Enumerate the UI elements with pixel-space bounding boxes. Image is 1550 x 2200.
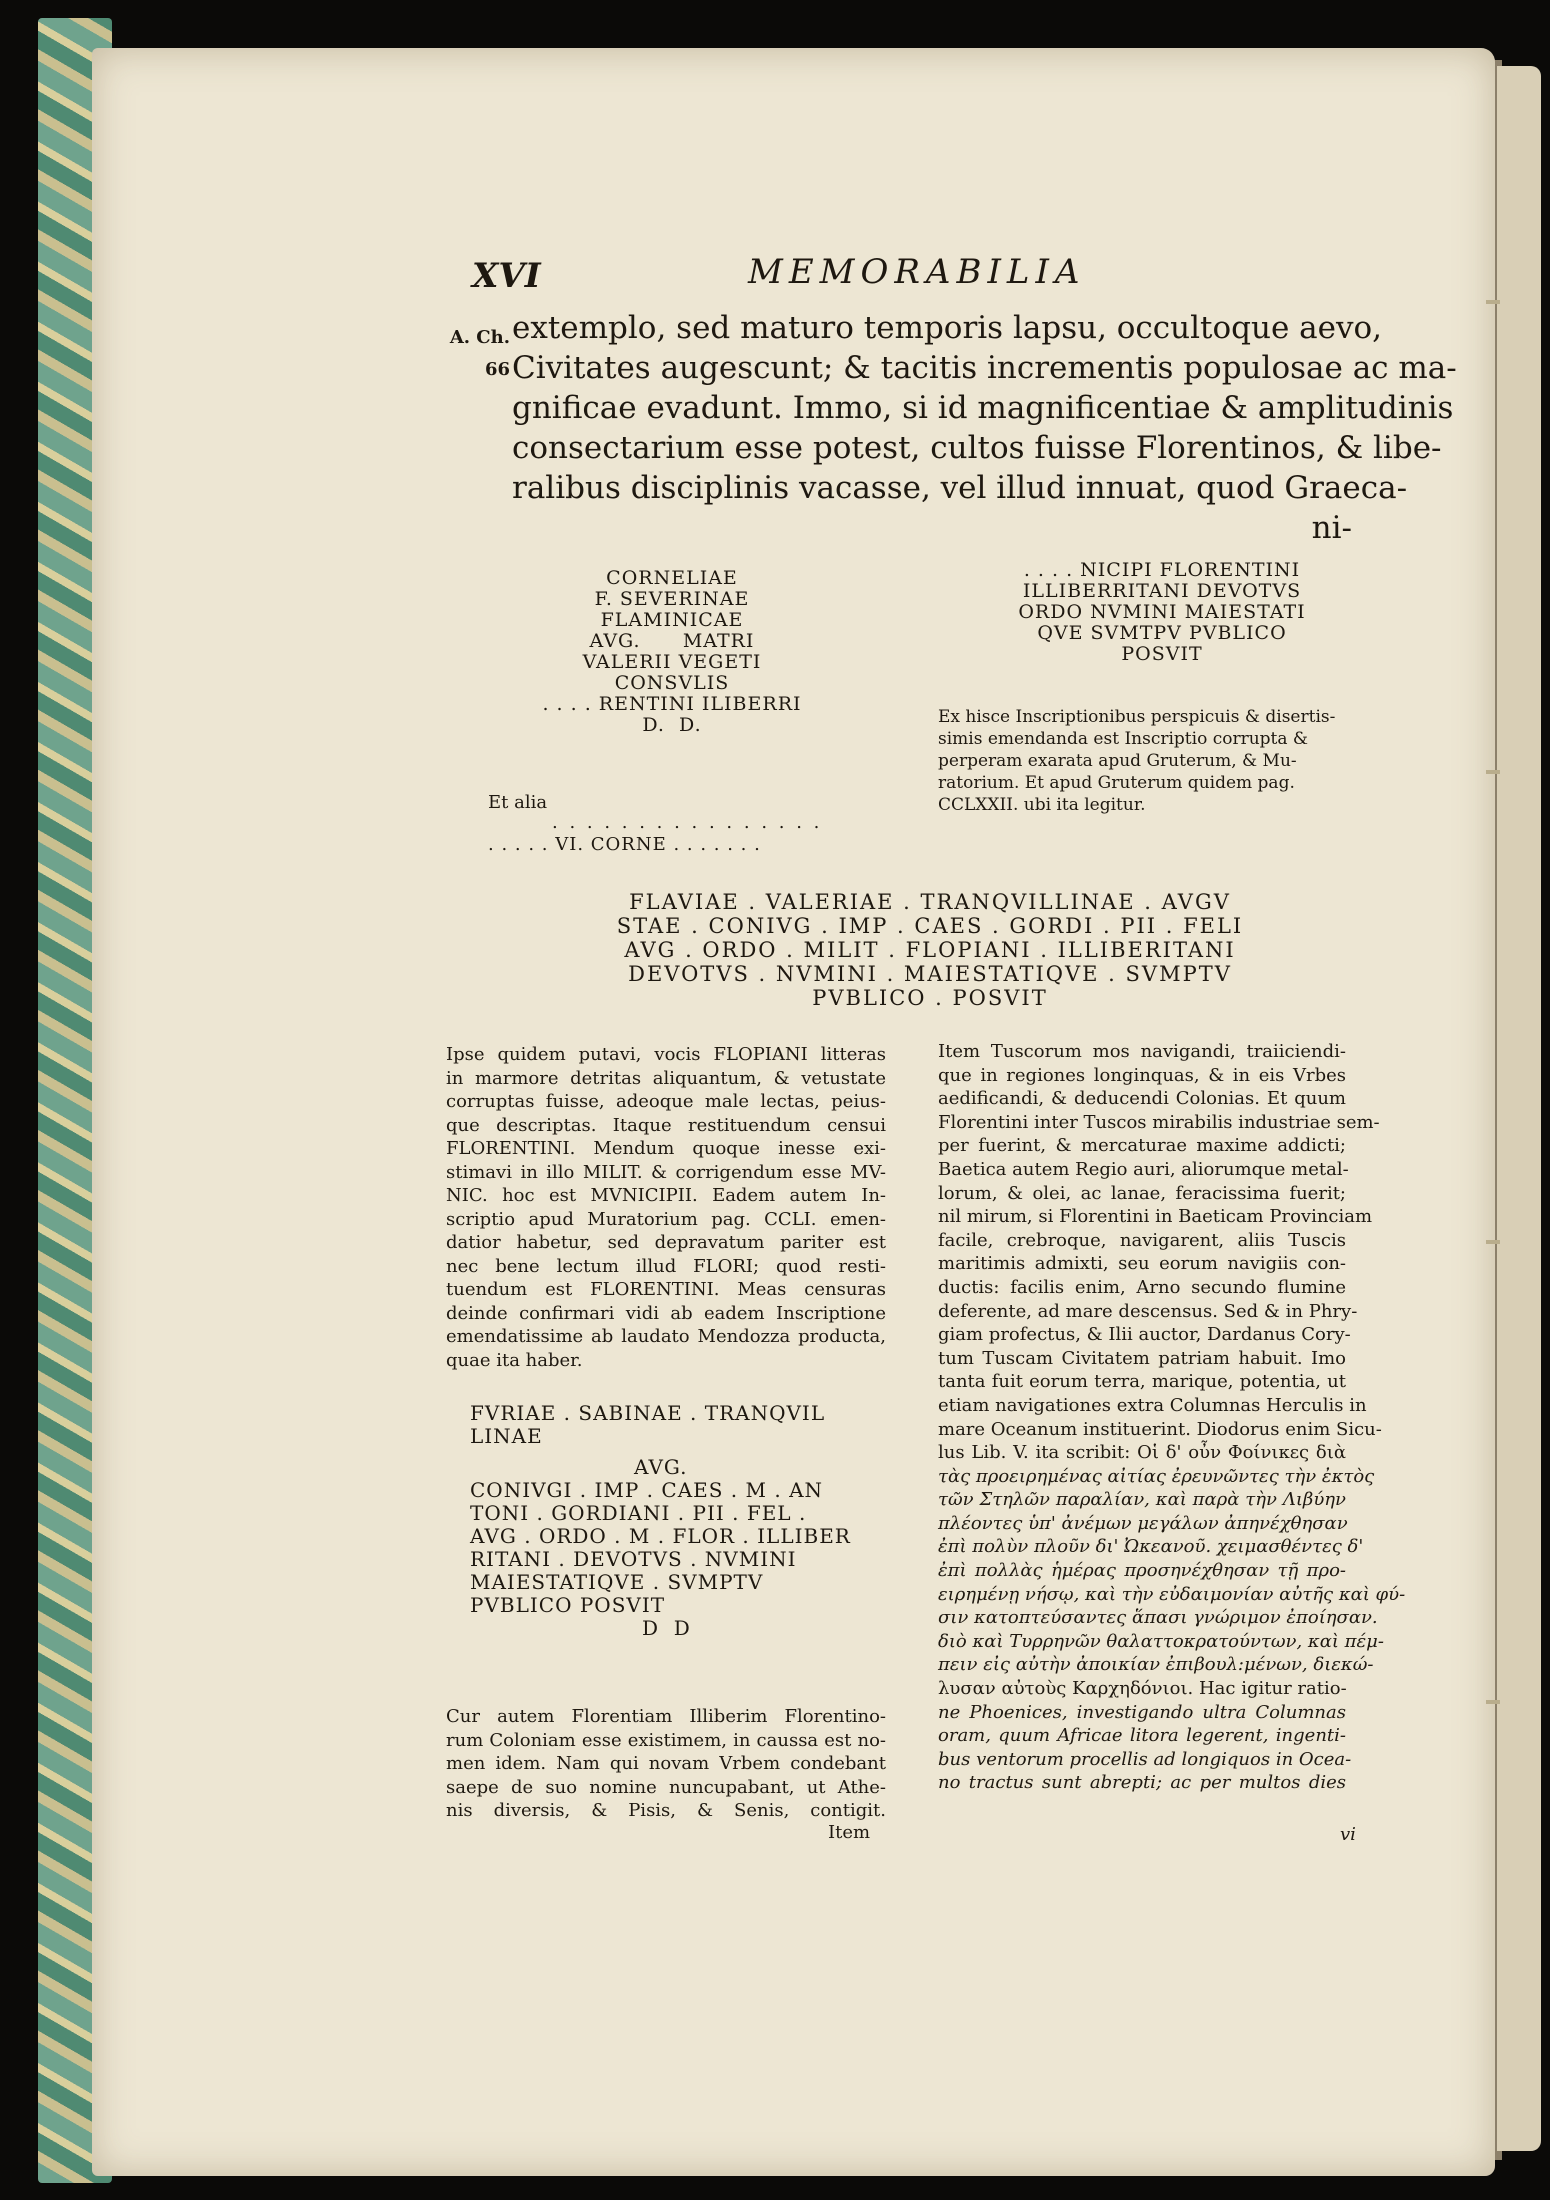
inscription-line: LINAE [470, 1424, 543, 1448]
inscription-line: ILLIBERRITANI DEVOTVS [1022, 580, 1302, 602]
text-line: oram, quum Africae litora legerent, ingenti- [938, 1725, 1346, 1747]
inscription-line: . . . . NICIPI FLORENTINI [1023, 559, 1301, 581]
et-alia-label: Et alia [488, 792, 548, 813]
inscription-line: FLAVIAE . VALERIAE . TRANQVILLINAE . AVGV [629, 890, 1231, 914]
inscription-line: CONIVGI . IMP . CAES . M . AN [470, 1478, 824, 1502]
main-paragraph [512, 308, 1457, 548]
text-line: quae ita haber. [446, 1349, 583, 1371]
text-line: ne Phoenices, investigando ultra Columnas [938, 1701, 1346, 1723]
inscription-line: FVRIAE . SABINAE . TRANQVIL [470, 1401, 826, 1425]
text-line: emendatissime ab laudato Mendozza producta, [446, 1326, 886, 1347]
note-paragraph [938, 706, 1338, 816]
inscription-line: CORNELIAE [606, 567, 738, 589]
page-folio-number: XVI [472, 256, 541, 296]
inscription-line: FLAMINICAE [600, 609, 744, 631]
text-line: in marmore detritas aliquantum, & vetustate [446, 1067, 886, 1089]
inscription-line: F. SEVERINAE [594, 588, 750, 610]
text-line: FLORENTINI. Mendum quoque inesse exi- [446, 1138, 886, 1159]
text-line: Ipse quidem putavi, vocis FLOPIANI litteras [446, 1044, 886, 1065]
catchword-right: vi [1340, 1824, 1356, 1845]
text-line: perperam exarata apud Gruterum, & Mu- [938, 751, 1297, 771]
inscription-line: AVG . ORDO . M . FLOR . ILLIBER [470, 1524, 851, 1548]
text-line: Ex hisce Inscriptionibus perspicuis & disertis- [938, 707, 1336, 727]
inscription-flaviae [570, 890, 1290, 1010]
text-line: Civitates augescunt; & tacitis incrementis populosae ac ma- [512, 350, 1457, 386]
catchword-left: Item [828, 1822, 871, 1843]
inscription-line: VALERII VEGETI [582, 651, 762, 673]
text-line: consectarium esse potest, cultos fuisse Florentinos, & libe- [512, 430, 1442, 466]
text-line: simis emendanda est Inscriptio corrupta & [938, 729, 1309, 749]
text-line: τὰς προειρημένας αἰτίας ἐρευνῶντες τὴν ἐκτὸς [938, 1465, 1375, 1487]
text-line: rum Coloniam esse existimem, in caussa est no- [446, 1729, 886, 1751]
inscription-line: AVG. [634, 1455, 688, 1479]
inscription-line: AVG. MATRI [589, 630, 755, 652]
left-column-text-2 [446, 1705, 886, 1823]
text-line: ἐπὶ πολὺν πλοῦν δι' Ὠκεανοῦ. χειμασθέντες δ' [938, 1536, 1364, 1558]
inscription-line: D D [642, 1616, 691, 1640]
text-line: nis diversis, & Pisis, & Senis, contigit. [446, 1800, 886, 1821]
text-line: διὸ καὶ Τυρρηνῶν θαλαττοκρατούντων, καὶ πέμ- [938, 1630, 1384, 1652]
text-line: lorum, & olei, ac lanae, feracissima fuerit; [938, 1182, 1346, 1204]
inscription-line: ORDO NVMINI MAIESTATI [1018, 601, 1306, 623]
text-line: gnificae evadunt. Immo, si id magnificentiae & amplitudinis [512, 390, 1454, 426]
inscription-line: POSVIT [1121, 643, 1203, 665]
text-line: πειν εἰς αὐτὴν ἀποικίαν ἐπιβουλ:μένων, διεκώ- [938, 1654, 1374, 1676]
text-line: σιν κατοπτεύσαντες ἅπασι γνώριμον ἐποίησαν. [938, 1607, 1378, 1629]
inscription-line: RITANI . DEVOTVS . NVMINI [470, 1547, 797, 1571]
inscription-line: AVG . ORDO . MILIT . FLOPIANI . ILLIBERITANI [624, 938, 1236, 962]
text-line: ἐπὶ πολλὰς ἡμέρας προσηνέχθησαν τῇ προ- [938, 1560, 1346, 1582]
inscription-line: PVBLICO POSVIT [470, 1593, 666, 1617]
text-line: ratorium. Et apud Gruterum quidem pag. [938, 773, 1295, 793]
text-line: Florentini inter Tuscos mirabilis industriae sem- [938, 1111, 1380, 1133]
text-line: Cur autem Florentiam Illiberim Florentino- [446, 1706, 886, 1727]
text-line: men idem. Nam qui novam Vrbem condebant [446, 1753, 886, 1774]
text-line: tuendum est FLORENTINI. Meas censuras [446, 1279, 886, 1300]
text-line: corruptas fuisse, adeoque male lectas, peius- [446, 1091, 886, 1112]
text-line: ειρημένῃ νήσῳ, καὶ τὴν εὐδαιμονίαν αὐτῆς καὶ φύ- [938, 1583, 1406, 1605]
text-line: etiam navigationes extra Columnas Herculis in [938, 1394, 1367, 1416]
text-line: stimavi in illo MILIT. & corrigendum esse MV- [446, 1161, 886, 1183]
inscription-corneliae [522, 568, 822, 736]
next-leaf-edge [1497, 66, 1541, 2151]
text-line: facile, crebroque, navigarent, aliis Tuscis [938, 1229, 1346, 1251]
text-line: nil mirum, si Florentini in Baeticam Provinciam [938, 1206, 1373, 1228]
binding-thread [1486, 770, 1500, 774]
text-line: λυσαν αὐτοὺς Καρχηδόνιοι. Hac igitur ratio- [938, 1678, 1347, 1700]
running-title: MEMORABILIA [748, 252, 1086, 292]
margin-note-line: A. Ch. [449, 327, 510, 348]
text-line: no tractus sunt abrepti; ac per multos dies [938, 1772, 1346, 1794]
text-line: giam profectus, & Ilii auctor, Dardanus Cory- [938, 1324, 1351, 1346]
inscription-line: D. D. [642, 714, 702, 736]
margin-note-line: 66 [484, 359, 510, 380]
inscription-line: QVE SVMTPV PVBLICO [1037, 622, 1287, 644]
text-line: extemplo, sed maturo temporis lapsu, occultoque aevo, [512, 310, 1383, 346]
right-column-text [938, 1040, 1406, 1795]
text-line: saepe de suo nomine nuncupabant, ut Athe- [446, 1776, 886, 1798]
text-line: Baetica autem Regio auri, aliorumque metal- [938, 1158, 1349, 1180]
text-line: aedificandi, & deducendi Colonias. Et quum [938, 1088, 1346, 1110]
text-line: τῶν Στηλῶν παραλίαν, καὶ παρὰ τὴν Λιβύην [938, 1489, 1346, 1511]
inscription-line: PVBLICO . POSVIT [812, 986, 1048, 1010]
text-line: que descriptas. Itaque restituendum censui [446, 1114, 886, 1136]
text-line: ni- [1311, 510, 1352, 546]
binding-thread [1486, 1240, 1500, 1244]
text-line: ductis: facilis enim, Arno secundo flumine [938, 1276, 1346, 1298]
binding-thread [1486, 1700, 1500, 1704]
left-column-text [446, 1043, 886, 1372]
binding-thread [1486, 300, 1500, 304]
text-line: NIC. hoc est MVNICIPII. Eadem autem In- [446, 1185, 886, 1206]
inscription-line: MAIESTATIQVE . SVMPTV [470, 1570, 764, 1594]
text-line: mare Oceanum instituerint. Diodorus enim Sicu- [938, 1418, 1382, 1440]
inscription-line: TONI . GORDIANI . PII . FEL . [470, 1501, 807, 1525]
text-line: per fuerint, & mercaturae maxime addicti; [938, 1135, 1346, 1157]
text-line: maritimis admixti, seu eorum navigiis con- [938, 1253, 1346, 1275]
text-line: deferente, ad mare descensus. Sed & in Phry- [938, 1300, 1358, 1322]
inscription-line: CONSVLIS [614, 672, 730, 694]
text-line: tanta fuit eorum terra, marique, potentia, ut [938, 1371, 1346, 1393]
text-line: CCLXXII. ubi ita legitur. [938, 795, 1146, 815]
text-line: ralibus disciplinis vacasse, vel illud innuat, quod Graeca- [512, 470, 1408, 506]
inscription-line: . . . . RENTINI ILIBERRI [542, 693, 802, 715]
inscription-municipi [992, 560, 1332, 665]
text-line: lus Lib. V. ita scribit: Οἱ δ' οὖν Φοίνικες διὰ [938, 1442, 1346, 1464]
lacuna-dots: . . . . . . . . . . . . . . . . [552, 812, 823, 833]
fragment-line: . . . . . VI. CORNE . . . . . . . [488, 834, 761, 855]
text-line: deinde confirmari vidi ab eadem Inscriptione [446, 1302, 886, 1324]
text-line: datior habetur, sed depravatum pariter est [446, 1232, 886, 1253]
text-line: que in regiones longinquas, & in eis Vrbes [938, 1064, 1346, 1086]
inscription-line: DEVOTVS . NVMINI . MAIESTATIQVE . SVMPTV [628, 962, 1232, 986]
margin-note [438, 322, 510, 386]
text-line: bus ventorum procellis ad longiquos in Ocea- [938, 1748, 1352, 1770]
text-line: Item Tuscorum mos navigandi, traiiciendi- [938, 1041, 1346, 1062]
text-line: πλέοντες ὑπ' ἀνέμων μεγάλων ἀπηνέχθησαν [938, 1512, 1348, 1534]
inscription-line: STAE . CONIVG . IMP . CAES . GORDI . PII . FELI [616, 914, 1244, 938]
inscription-furiae [470, 1402, 890, 1640]
text-line: scriptio apud Muratorium pag. CCLI. emen- [446, 1208, 886, 1230]
text-line: nec bene lectum illud FLORI; quod resti- [446, 1255, 886, 1277]
text-line: tum Tuscam Civitatem patriam habuit. Imo [938, 1347, 1346, 1369]
